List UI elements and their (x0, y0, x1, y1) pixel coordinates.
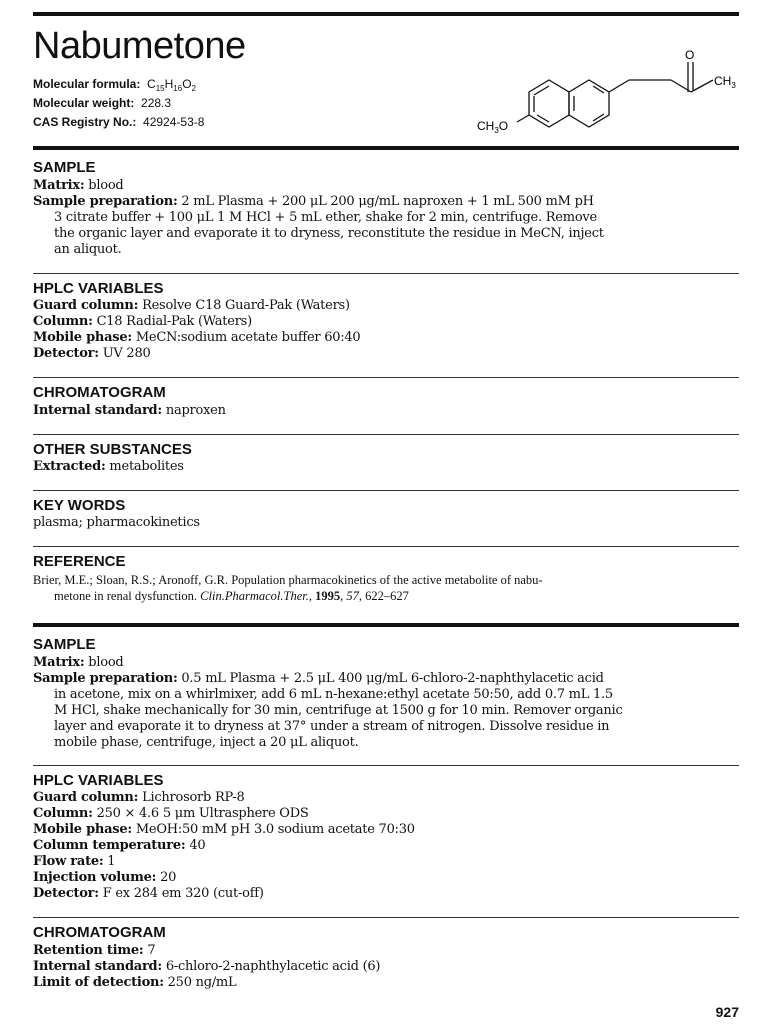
column-line: Column: 250 × 4.6 5 μm Ultrasphere ODS (33, 806, 309, 821)
divider (33, 546, 739, 547)
retention-time-line: Retention time: 7 (33, 943, 156, 958)
guard-column-line: Guard column: Lichrosorb RP-8 (33, 790, 245, 805)
other-substances-heading: OTHER SUBSTANCES (33, 441, 192, 458)
formula-c-count: 15 (155, 84, 165, 93)
key-words-heading: KEY WORDS (33, 497, 126, 514)
methyl-label: $CH_3$ (714, 74, 736, 90)
top-rule (33, 12, 739, 16)
cas-value: 42924-53-8 (143, 115, 205, 129)
molecular-weight (33, 96, 171, 110)
sample-heading: SAMPLE (33, 159, 96, 176)
sample-heading: SAMPLE (33, 636, 96, 653)
injection-volume-line: Injection volume: 20 (33, 870, 177, 885)
section-rule (33, 146, 739, 150)
guard-column-line: Guard column: Resolve C18 Guard-Pak (Waters) (33, 298, 350, 313)
chemical-structure (473, 38, 743, 148)
naphthalene-ring-right (569, 80, 609, 127)
mobile-phase-line: Mobile phase: MeCN:sodium acetate buffer 60:40 (33, 330, 361, 345)
page-title: Nabumetone (33, 25, 246, 67)
cas-number (33, 115, 204, 129)
key-words-line: plasma; pharmacokinetics (33, 515, 200, 530)
matrix-line: Matrix: blood (33, 655, 124, 670)
divider (33, 273, 739, 274)
divider (33, 765, 739, 766)
prep-line: Sample preparation: 2 mL Plasma + 200 μL 200 μg/mL naproxen + 1 mL 500 mM pH (33, 194, 594, 209)
prep-line: mobile phase, centrifuge, inject a 20 μL aliquot. (54, 735, 359, 750)
reference-heading: REFERENCE (33, 553, 126, 570)
extracted-line: Extracted: metabolites (33, 459, 184, 474)
ketone-oxygen: O (685, 48, 695, 62)
methoxy-bond (517, 115, 529, 122)
naphthalene-ring-left (529, 80, 569, 127)
limit-of-detection-line: Limit of detection: 250 ng/mL (33, 975, 237, 990)
double-bond (593, 114, 604, 121)
reference-line: Brier, M.E.; Sloan, R.S.; Aronoff, G.R. Population pharmacokinetics of the active metabolite of nabu- (33, 573, 543, 587)
internal-standard-line: Internal standard: 6-chloro-2-naphthylacetic acid (6) (33, 959, 381, 974)
prep-line: 3 citrate buffer + 100 μL 1 M HCl + 5 mL ether, shake for 2 min, centrifuge. Remove (54, 210, 597, 225)
molecular-formula (33, 77, 196, 96)
detector-line: Detector: F ex 284 em 320 (cut-off) (33, 886, 264, 901)
formula-o-count: 2 (191, 84, 196, 93)
formula-o: O (182, 77, 192, 91)
column-temperature-line: Column temperature: 40 (33, 838, 206, 853)
column-line: Column: C18 Radial-Pak (Waters) (33, 314, 252, 329)
cas-label: CAS Registry No.: (33, 115, 137, 129)
formula-h: H (164, 77, 174, 91)
hplc-heading: HPLC VARIABLES (33, 280, 164, 297)
prep-line: an aliquot. (54, 242, 122, 257)
entry-rule (33, 623, 739, 627)
divider (33, 434, 739, 435)
hplc-heading: HPLC VARIABLES (33, 772, 164, 789)
formula-label: Molecular formula: (33, 77, 141, 91)
detector-line: Detector: UV 280 (33, 346, 151, 361)
divider (33, 490, 739, 491)
internal-standard-line: Internal standard: naproxen (33, 403, 226, 418)
formula-c: C (147, 77, 156, 91)
matrix-line: Matrix: blood (33, 178, 124, 193)
divider (33, 377, 739, 378)
weight-value: 228.3 (141, 96, 172, 110)
prep-line: M HCl, shake mechanically for 30 min, centrifuge at 1500 g for 10 min. Remover organic (54, 703, 623, 718)
weight-label: Molecular weight: (33, 96, 135, 110)
chromatogram-heading: CHROMATOGRAM (33, 384, 166, 401)
prep-line: the organic layer and evaporate it to dryness, reconstitute the residue in MeCN, inject (54, 226, 604, 241)
formula-h-count: 16 (173, 84, 183, 93)
prep-line: layer and evaporate it to dryness at 37° under a stream of nitrogen. Dissolve residue in (54, 719, 610, 734)
flow-rate-line: Flow rate: 1 (33, 854, 116, 869)
methoxy-label: $CH_3O$ (477, 119, 509, 135)
prep-line: in acetone, mix on a whirlmixer, add 6 mL n-hexane:ethyl acetate 50:50, add 0.7 mL 1.5 (54, 687, 613, 702)
reference-line: metone in renal dysfunction. Clin.Pharmacol.Ther., 1995, 57, 622–627 (54, 589, 409, 603)
chain-bond (609, 80, 629, 92)
chromatogram-heading: CHROMATOGRAM (33, 924, 166, 941)
mobile-phase-line: Mobile phase: MeOH:50 mM pH 3.0 sodium acetate 70:30 (33, 822, 415, 837)
page-number: 927 (715, 1004, 739, 1020)
methyl-bond (691, 80, 713, 92)
double-bond (593, 86, 604, 93)
prep-line: Sample preparation: 0.5 mL Plasma + 2.5 μL 400 μg/mL 6-chloro-2-naphthylacetic acid (33, 671, 604, 686)
divider (33, 917, 739, 918)
